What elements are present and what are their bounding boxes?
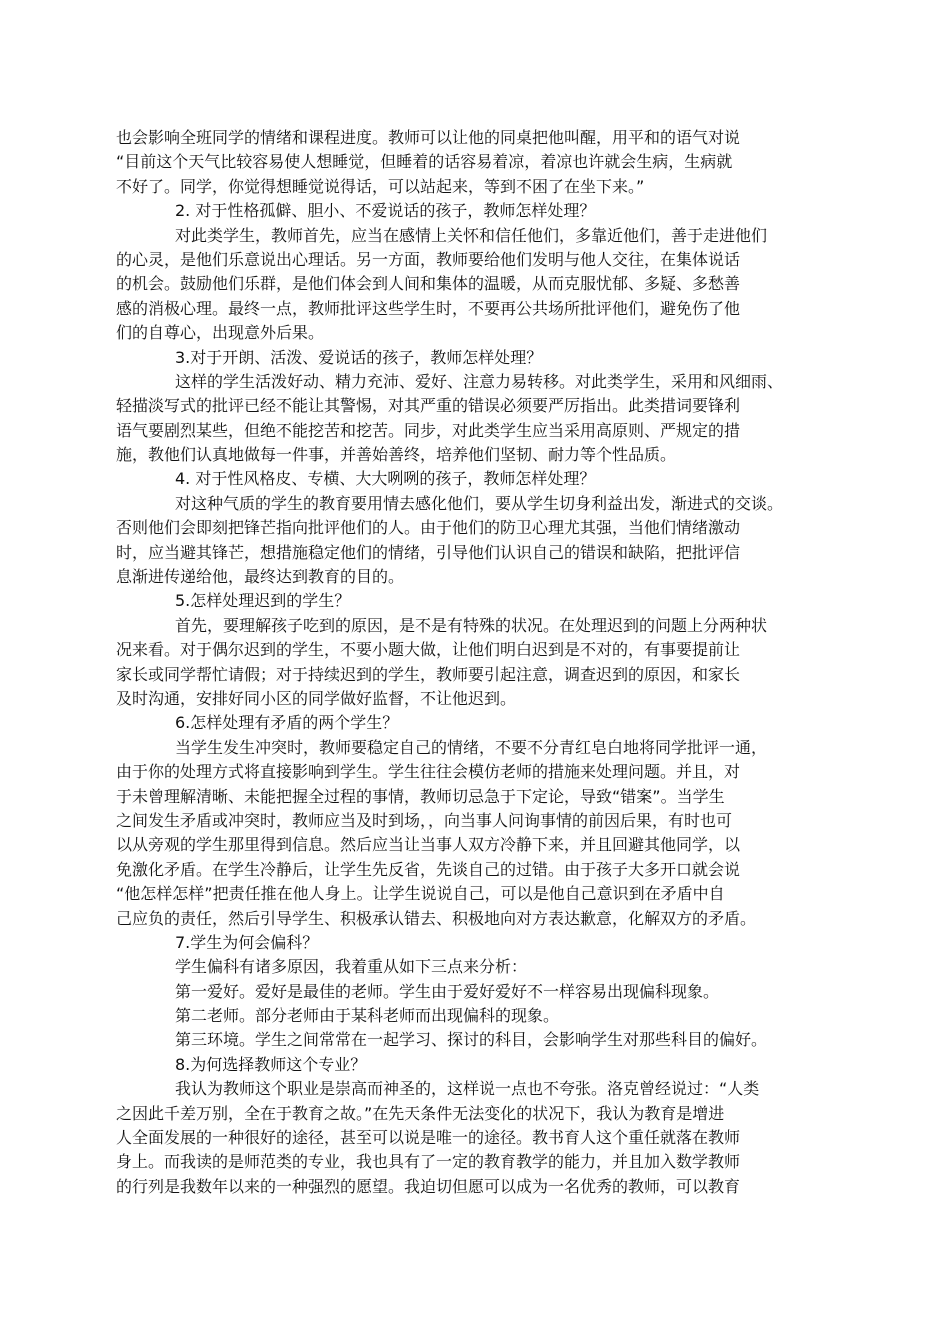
paragraph-line: 之因此千差万别，全在于教育之故。”在先天条件无法变化的状况下，我认为教育是增进 <box>116 1103 725 1123</box>
paragraph-line: 由于你的处理方式将直接影响到学生。学生往往会模仿老师的措施来处理问题。并且，对 <box>116 762 741 782</box>
paragraph-line-indented: 3.对于开朗、活泼、爱说话的孩子，教师怎样处理？ <box>175 347 543 367</box>
paragraph-line: 轻描淡写式的批评已经不能让其警惕，对其严重的错误必须要严厉指出。此类措词要锋利 <box>116 396 741 416</box>
paragraph-line: 之间发生矛盾或冲突时，教师应当及时到场，，向当事人问询事情的前因后果，有时也可 <box>116 810 733 830</box>
paragraph-line: 的行列是我数年以来的一种强烈的愿望。我迫切但愿可以成为一名优秀的教师，可以教育 <box>116 1176 741 1196</box>
paragraph-line: 己应负的责任，然后引导学生、积极承认错去、积极地向对方表达歉意，化解双方的矛盾。 <box>116 908 757 928</box>
paragraph-line: 免激化矛盾。在学生冷静后，让学生先反省，先谈自己的过错。由于孩子大多开口就会说 <box>116 859 741 879</box>
paragraph-line: 感的消极心理。最终一点，教师批评这些学生时，不要再公共场所批评他们，避免伤了他 <box>116 298 741 318</box>
paragraph-line: 于未曾理解清晰、未能把握全过程的事情，教师切忌急于下定论，导致“错案”。当学生 <box>116 786 725 806</box>
paragraph-line-indented: 对这种气质的学生的教育要用情去感化他们，要从学生切身利益出发，渐进式的交谈。 <box>175 493 784 513</box>
paragraph-line-indented: 首先，要理解孩子吃到的原因，是不是有特殊的状况。在处理迟到的问题上分两种状 <box>175 615 768 635</box>
document-page <box>116 126 838 1199</box>
paragraph-line: 家长或同学帮忙请假；对于持续迟到的学生，教师要引起注意，调查迟到的原因，和家长 <box>116 664 741 684</box>
paragraph-line: 的机会。鼓励他们乐群，是他们体会到人间和集体的温暖，从而克服忧郁、多疑、多愁善 <box>116 274 741 294</box>
paragraph-line-indented: 2. 对于性格孤僻、胆小、不爱说话的孩子，教师怎样处理？ <box>175 201 596 221</box>
paragraph-line-indented: 5.怎样处理迟到的学生？ <box>175 591 351 611</box>
paragraph-line-indented: 对此类学生，教师首先，应当在感情上关怀和信任他们，多靠近他们，善于走进他们 <box>175 225 768 245</box>
paragraph-line: 时，应当避其锋芒，想措施稳定他们的情绪，引导他们认识自己的错误和缺陷，把批评信 <box>116 542 741 562</box>
paragraph-line-indented: 第一爱好。爱好是最佳的老师。学生由于爱好爱好不一样容易出现偏科现象。 <box>175 981 720 1001</box>
paragraph-line-indented: 当学生发生冲突时，教师要稳定自己的情绪，不要不分青红皂白地将同学批评一通， <box>175 737 768 757</box>
paragraph-line: 也会影响全班同学的情绪和课程进度。教师可以让他的同桌把他叫醒，用平和的语气对说 <box>116 128 741 147</box>
paragraph-line-indented: 学生偏科有诸多原因，我着重从如下三点来分析： <box>175 957 528 977</box>
paragraph-line: 施，教他们认真地做每一件事，并善始善终，培养他们坚韧、耐力等个性品质。 <box>116 445 677 465</box>
paragraph-line-indented: 8.为何选择教师这个专业？ <box>175 1054 367 1074</box>
paragraph-line: “目前这个天气比较容易使人想睡觉，但睡着的话容易着凉，着凉也许就会生病，生病就 <box>116 152 733 172</box>
paragraph-line: 们的自尊心，出现意外后果。 <box>116 323 325 343</box>
paragraph-line: 不好了。同学，你觉得想睡觉说得话，可以站起来，等到不困了在坐下来。” <box>116 176 645 196</box>
paragraph-line: 的心灵，是他们乐意说出心理话。另一方面，教师要给他们发明与他人交往，在集体说话 <box>116 249 741 269</box>
paragraph-line: 息渐进传递给他，最终达到教育的目的。 <box>116 567 405 587</box>
paragraph-line-indented: 这样的学生活泼好动、精力充沛、爱好、注意力易转移。对此类学生，采用和风细雨、 <box>175 371 784 391</box>
paragraph-line: 及时沟通，安排好同小区的同学做好监督，不让他迟到。 <box>116 688 517 708</box>
paragraph-line: 否则他们会即刻把锋芒指向批评他们的人。由于他们的防卫心理尤其强，当他们情绪激动 <box>116 518 741 538</box>
paragraph-line: 身上。而我读的是师范类的专业，我也具有了一定的教育教学的能力，并且加入数学教师 <box>116 1152 741 1172</box>
paragraph-line: 况来看。对于偶尔迟到的学生，不要小题大做，让他们明白迟到是不对的，有事要提前让 <box>116 640 741 660</box>
paragraph-line-indented: 4. 对于性风格皮、专横、大大咧咧的孩子，教师怎样处理？ <box>175 469 596 489</box>
paragraph-line: 语气要剧烈某些，但绝不能挖苦和挖苦。同步，对此类学生应当采用高原则、严规定的措 <box>116 420 741 440</box>
paragraph-line-indented: 第三环境。学生之间常常在一起学习、探讨的科目，会影响学生对那些科目的偏好。 <box>175 1030 768 1050</box>
paragraph-line: “他怎样怎样”把责任推在他人身上。让学生说说自己，可以是他自己意识到在矛盾中自 <box>116 884 725 904</box>
paragraph-line-indented: 第二老师。部分老师由于某科老师而出现偏科的现象。 <box>175 1006 560 1026</box>
paragraph-line: 人全面发展的一种很好的途径，甚至可以说是唯一的途径。教书育人这个重任就落在教师 <box>116 1128 741 1148</box>
paragraph-line-indented: 6.怎样处理有矛盾的两个学生？ <box>175 713 399 733</box>
paragraph-line-indented: 我认为教师这个职业是崇高而神圣的，这样说一点也不夸张。洛克曾经说过：“人类 <box>175 1079 760 1099</box>
paragraph-line: 以从旁观的学生那里得到信息。然后应当让当事人双方冷静下来，并且回避其他同学，以 <box>116 835 741 855</box>
paragraph-line-indented: 7.学生为何会偏科？ <box>175 932 319 952</box>
